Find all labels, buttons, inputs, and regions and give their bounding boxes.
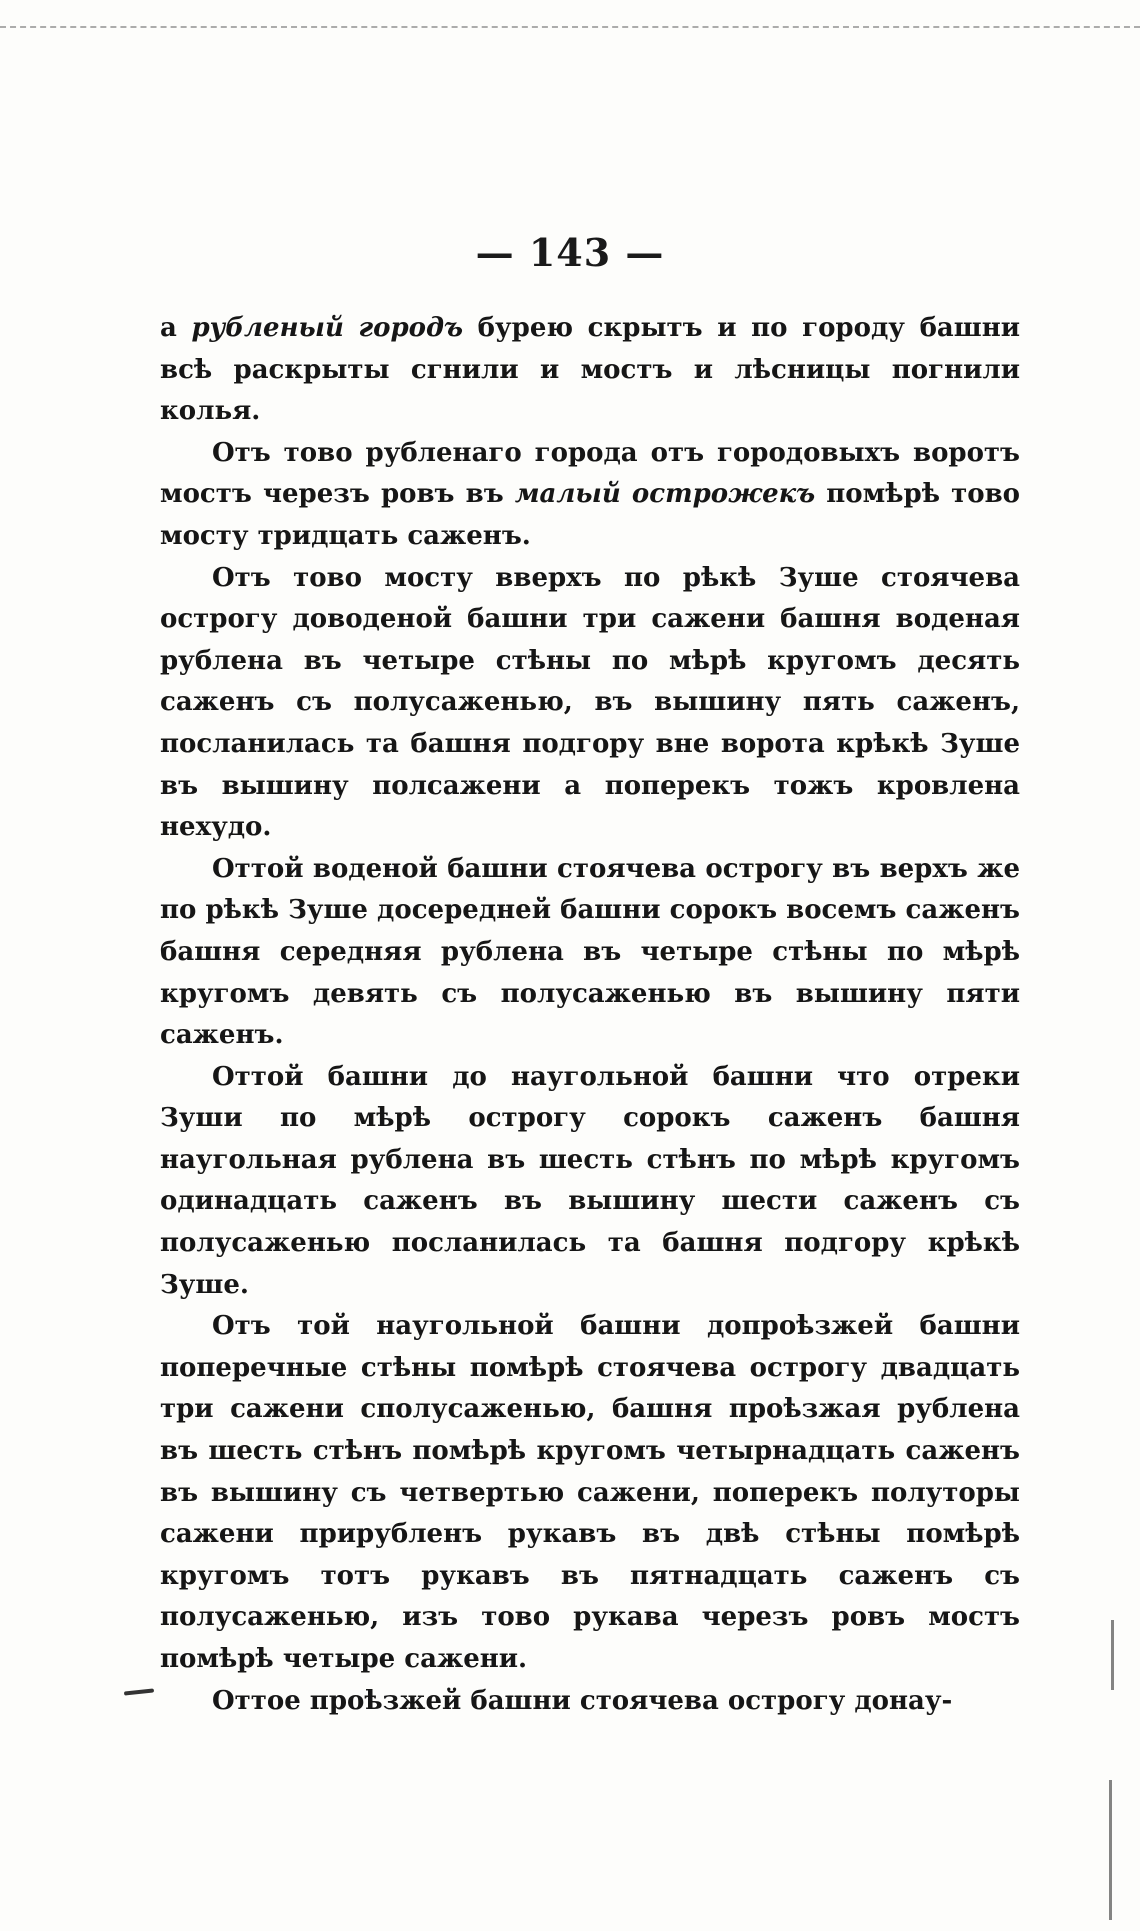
paragraph-1 xyxy=(160,308,1020,433)
paragraph-6 xyxy=(160,1306,1020,1680)
paragraph-2 xyxy=(160,433,1020,558)
text-segment-italic: рубленый городъ xyxy=(191,313,464,343)
body-text xyxy=(160,308,1020,1722)
text-segment-italic: малый острожекъ xyxy=(514,479,816,510)
text-segment: Отъ той наугольной башни допроѣзжей башни поперечные стѣны помѣрѣ стоячева острогу двадцать три сажени сполусаженью, башня проѣзжая рублена въ шесть стѣнъ помѣрѣ кругомъ четырнадцать саженъ въ вышину съ четвертью сажени, поперекъ полуторы сажени прирубленъ рукавъ въ двѣ стѣны помѣрѣ кругомъ тотъ рукавъ въ пятнадцать саженъ съ полусаженью, изъ тово рукава черезъ ровъ мостъ помѣрѣ четыре сажени. xyxy=(160,1311,1020,1674)
text-segment: Оттое проѣзжей башни стоячева острогу донау- xyxy=(212,1685,953,1716)
paragraph-3 xyxy=(160,558,1020,849)
paragraph-7 xyxy=(160,1681,1020,1723)
text-segment: Отъ тово рубленаго города отъ городовыхъ воротъ мостъ черезъ ровъ въ xyxy=(160,437,1020,510)
text-segment: Отъ тово мосту вверхъ по рѣкѣ Зуше стоячева острогу доводеной башни три сажени башня воденая рублена въ четыре стѣны по мѣрѣ кругомъ десять саженъ съ полусаженью, въ вышину пять саженъ, посланилась та башня подгору вне ворота крѣкѣ Зуше въ вышину полсажени а поперекъ тожъ кровлена нехудо. xyxy=(160,562,1020,843)
text-segment: Оттой воденой башни стоячева острогу въ верхъ же по рѣкѣ Зуше досередней башни сорокъ восемъ саженъ башня середняя рублена въ четыре стѣны по мѣрѣ кругомъ девять съ полусаженью въ вышину пяти саженъ. xyxy=(160,853,1020,1051)
text-segment: а xyxy=(160,313,192,343)
page-number: — 143 — xyxy=(475,230,665,275)
page-edge-shadow xyxy=(1109,1780,1112,1920)
paragraph-5 xyxy=(160,1057,1020,1307)
page-edge-shadow xyxy=(1111,1620,1114,1690)
text-segment: бурею скрытъ и по городу башни всѣ раскрыты сгнили и мостъ и лѣсницы погнили колья. xyxy=(160,313,1021,427)
page-top-edge xyxy=(0,26,1140,28)
text-segment: помѣрѣ тово мосту тридцать саженъ. xyxy=(160,479,1020,551)
paragraph-4 xyxy=(160,849,1020,1057)
text-segment: Оттой башни до наугольной башни что отреки Зуши по мѣрѣ острогу сорокъ саженъ башня наугольная рублена въ шесть стѣнъ по мѣрѣ кругомъ одинадцать саженъ въ вышину шести саженъ съ полусаженью посланилась та башня подгору крѣкѣ Зуше. xyxy=(160,1061,1020,1300)
margin-ink-mark xyxy=(124,1688,154,1695)
